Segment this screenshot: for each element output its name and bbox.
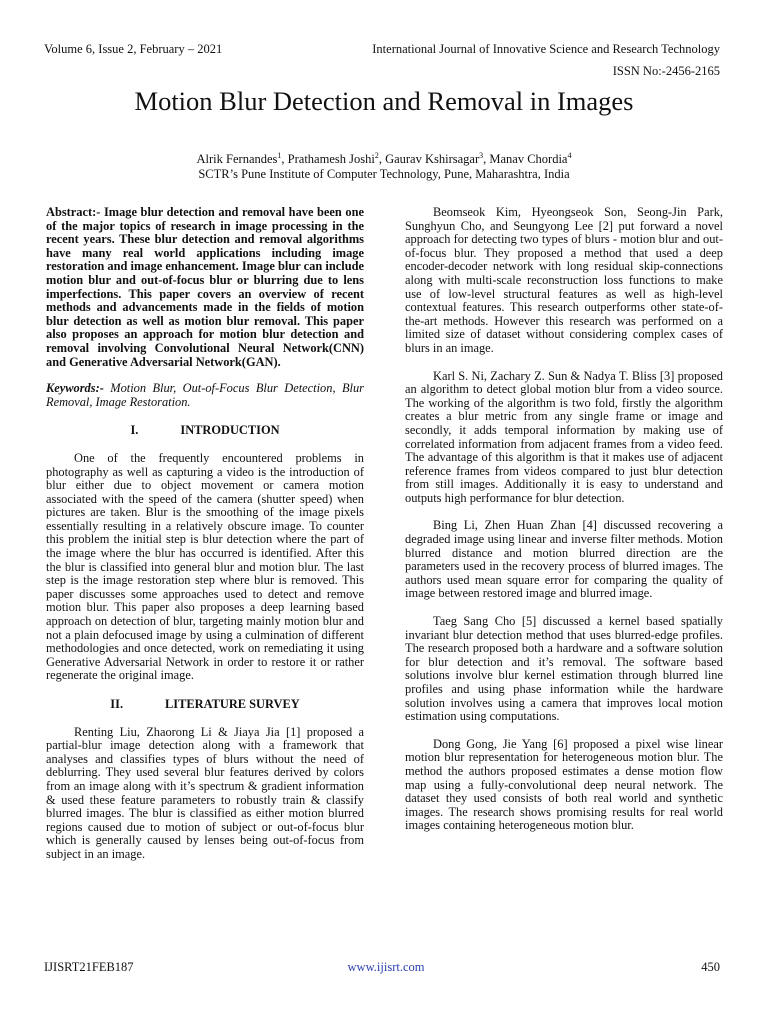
section-heading-literature-survey: II. LITERATURE SURVEY [110, 697, 300, 711]
page-number: 450 [701, 960, 720, 974]
keywords-text: Motion Blur, Out-of-Focus Blur Detection, Blur Removal, Image Restoration. [46, 381, 364, 409]
affiliation: SCTR’s Pune Institute of Computer Technology, Pune, Maharashtra, India [198, 167, 570, 182]
literature-paragraph: Taeg Sang Cho [5] discussed a kernel based spatially invariant blur detection method that uses blurred-edge profiles. The research proposed both a hardware and a software solution for blur detection and it’s removal. The software based solutions involve blur kernel estimation through blurred line profiles and using phase information while the hardware solution involves using a camera that improves local motion estimation using computations. [405, 614, 723, 724]
section-heading-introduction: I. INTRODUCTION [130, 423, 280, 438]
author-name: Alrik Fernandes [196, 152, 278, 167]
right-column [405, 206, 723, 833]
literature-paragraph: Karl S. Ni, Zachary Z. Sun & Nadya T. Bliss [3] proposed an algorithm to detect global motion blur from a video source. The working of the algorithm is two fold, firstly the algorithm creates a blur metric from any single frame or image and secondly, it adds temporal information by making use of correlated information from adjacent frames from a video feed. The advantage of this algorithm is that it makes use of adjacent reference frames from videos compared to just blur detection from still images. Additionally it is easy to understand and outputs high performance for blur detection. [405, 368, 723, 505]
abstract: Abstract:- Image blur detection and removal have been one of the major topics of research in image processing in the recent years. These blur detection and removal algorithms have many real world applications including image restoration and image enhancement. Image blur can include motion blur and out-of-focus blur or blurring due to lens imperfections. This paper covers an overview of recent methods and advancements made in the fields of motion blur detection as well as motion blur removal. This paper also proposes an approach for motion blur detection and removal involving Convolutional Neural Network(CNN) and Generative Adversarial Network(GAN). [46, 205, 364, 369]
author-block [0, 148, 768, 182]
author-name: Prathamesh Joshi [287, 152, 375, 167]
literature-paragraph: Beomseok Kim, Hyeongseok Son, Seong-Jin Park, Sunghyun Cho, and Seungyong Lee [2] put forward a novel approach for detecting two types of blurs - motion blur and out-of-focus blur. They proposed a method that used a deep encoder-decoder network with long residual skip-connections along with multi-scale reconstruction loss functions to make use of low-level structural features as well as high-level contextual features. This research outperforms other state-of-the-art methods. However this research was performed on a limited size of dataset without considering complex cases of blurs in an image. [405, 205, 723, 355]
journal-volume: Volume 6, Issue 2, February – 2021 [44, 42, 223, 56]
journal-name: International Journal of Innovative Science and Research Technology [372, 42, 720, 56]
author-name: Gaurav Kshirsagar [385, 152, 480, 167]
journal-url-link[interactable]: www.ijisrt.com [347, 960, 425, 974]
issn: ISSN No:-2456-2165 [612, 64, 720, 78]
keywords [46, 382, 364, 409]
left-column [46, 206, 364, 862]
paper-id: IJISRT21FEB187 [44, 960, 134, 974]
keywords-label: Keywords:- [46, 381, 104, 396]
literature-paragraph: Bing Li, Zhen Huan Zhan [4] discussed recovering a degraded image using linear and inverse filter methods. Motion blurred distance and motion blurred direction are the parameters used in the recovery process of blurred images. The authors used mean square error for comparing the quality of image between restored image and blurred image. [405, 518, 723, 601]
literature-paragraph: Renting Liu, Zhaorong Li & Jiaya Jia [1] proposed a partial-blur image detection along with a framework that analyses and classifies types of blurs without the need of deblurring. They used several blur features derived by colors from an image along with it’s spectrum & gradient information & used these feature parameters to robustly train & classify blurred images. The blur is classified as either motion blurred regions caused due to motion of subject or out-of-focus blur which is generally caused by lenses being out-of-focus from subject in an image. [46, 724, 364, 861]
author-name: Manav Chordia [489, 152, 568, 167]
introduction-paragraph: One of the frequently encountered problems in photography as well as capturing a video is the introduction of blur either due to object movement or camera motion associated with the speed of the camera (shutter speed) when pictures are taken. Blur is the smoothing of the image pixels essentially resulting in a relatively obscure image. To counter this problem the initial step is blur detection where the part of the image where the blur has occurred is identified. After this the blur is classified into general blur and motion blur. The last step is the image restoration step where blur is removed. This paper discusses some approaches used to detect and remove motion blur. This paper also proposes a deep learning based approach on detection of blur, targeting mainly motion blur and not a plain defocused image by using a culmination of different methodologies and once detected, work on remediating it using Generative Adversarial Network in order to restore it or rather regenerate the original image. [46, 450, 364, 683]
paper-title: Motion Blur Detection and Removal in Images [134, 86, 634, 116]
literature-paragraph: Dong Gong, Jie Yang [6] proposed a pixel wise linear motion blur representation for heterogeneous motion blur. The method the authors proposed estimates a dense motion flow map using a fully-convolutional deep neural network. The dataset they used consists of both real world and synthetic images. The research shows promising results for real world images containing heterogeneous motion blur. [405, 736, 723, 833]
author-list: Alrik Fernandes$^1$, Prathamesh Joshi$^2$, Gaurav Kshirsagar$^3$, Manav Chordia$^4$ [196, 151, 572, 167]
